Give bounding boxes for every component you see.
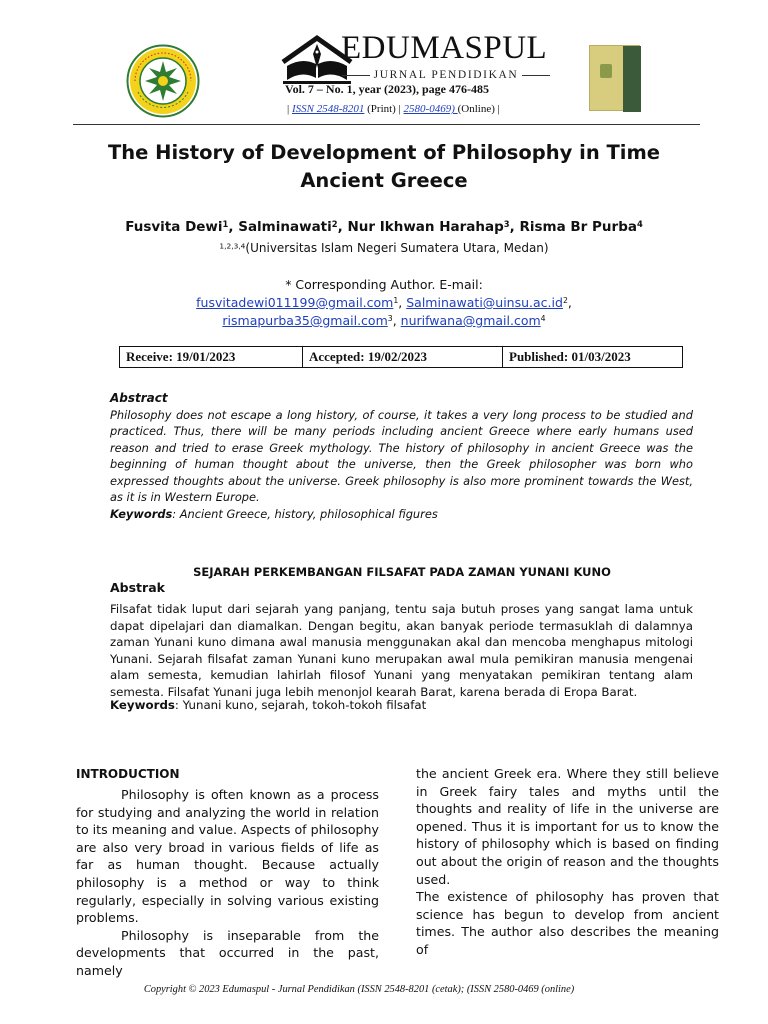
keywords-list: : Yunani kuno, sejarah, tokoh-tokoh filsafat <box>174 698 427 712</box>
email-line <box>80 313 688 328</box>
title-line-1: The History of Development of Philosophy in Time <box>107 141 661 164</box>
issn-print-suffix: (Print) | <box>364 103 404 115</box>
author-name: Fusvita Dewi <box>125 219 223 235</box>
author-name: Salminawati <box>238 219 332 235</box>
author-email-link[interactable]: rismapurba35@gmail.com <box>222 313 388 328</box>
email-separator: , <box>392 313 401 328</box>
abstrak-heading: Abstrak <box>110 580 165 595</box>
issn-print-link[interactable]: ISSN 2548-8201 <box>291 103 365 115</box>
author-mark: 1 <box>222 218 229 229</box>
author-name: Nur Ikhwan Harahap <box>347 219 504 235</box>
issn-prefix: | <box>287 103 292 115</box>
issn-line <box>287 103 500 115</box>
issn-online-link[interactable]: 2580-0469) <box>403 103 458 115</box>
body-paragraph: Philosophy is often known as a process for studying and analyzing the world in relation to its meaning and value. Aspects of philosophy are also very broad in various fields of life as far as human thought. Because actually philosophy is a method or way to think regularly, especially in solving various existing problems. <box>76 787 379 926</box>
author-list <box>80 219 688 235</box>
accepted-date: Accepted: 19/02/2023 <box>303 347 503 367</box>
introduction-heading: INTRODUCTION <box>76 767 180 781</box>
university-logo <box>126 44 200 118</box>
journal-name: EDUMASPUL <box>341 30 548 66</box>
affiliation-marks: 1,2,3,4 <box>219 241 246 251</box>
author-email-link[interactable]: Salminawati@uinsu.ac.id <box>406 295 563 310</box>
author-separator: , <box>337 219 348 235</box>
keywords-list: : Ancient Greece, history, philosophical figures <box>172 507 438 521</box>
receive-date: Receive: 19/01/2023 <box>120 347 303 367</box>
journal-subtitle-row <box>342 67 550 83</box>
email-mark: 2 <box>562 296 568 306</box>
affiliation-text: (Universitas Islam Negeri Sumatera Utara, Medan) <box>245 241 549 255</box>
keywords-label: Keywords <box>110 507 173 521</box>
author-mark: 2 <box>331 218 338 229</box>
abstrak-text: Filsafat tidak luput dari sejarah yang panjang, tentu saja butuh proses yang sangat lama untuk dapat dipelajari dan diamalkan. Dengan begitu, akan banyak periode termasuklah di dalamnya zaman Yunani kuno dimana awal manusia menggunakan akal dan mencoba menghapus mitologi Yunani. Sejarah filsafat zaman Yunani kuno merupakan awal mula pemikiran manusia mengenai alam semesta, kemudian lahirlah filosof Yunani yang menyatakan pemikiran tentang alam semesta. Filsafat Yunani juga lebih menonjol kearah Barat, karena berada di Eropa Barat. <box>110 602 693 699</box>
email-line <box>80 295 688 310</box>
abstract-text: Philosophy does not escape a long history, of course, it takes a very long process to be studied and practiced. Thus, there will be many periods including ancient Greece where early humans used reason and tried to erase Greek mythology. The history of philosophy in ancient Greece was the beginning of human thought about the universe, then the Greek philosopher was born who expressed thoughts about the universe. Greek philosophy is also more prominent towards the West, as it is in Western Europe. <box>110 408 693 505</box>
email-separator: , <box>567 295 572 310</box>
copyright-footer: Copyright © 2023 Edumaspul - Jurnal Pendidikan (ISSN 2548-8201 (cetak); (ISSN 2580-0469 (online) <box>143 984 575 995</box>
body-column-left <box>76 786 379 980</box>
author-name: Risma Br Purba <box>519 219 637 235</box>
email-separator: , <box>398 295 407 310</box>
author-mark: 3 <box>503 218 510 229</box>
keywords-en <box>110 507 438 521</box>
author-email-link[interactable]: nurifwana@gmail.com <box>400 313 541 328</box>
corresponding-author-label: * Corresponding Author. E-mail: <box>285 277 483 292</box>
header-divider <box>73 124 700 125</box>
paper-title <box>80 139 688 195</box>
email-mark: 1 <box>393 296 399 306</box>
indonesian-title: SEJARAH PERKEMBANGAN FILSAFAT PADA ZAMAN YUNANI KUNO <box>193 565 611 579</box>
title-line-2: Ancient Greece <box>300 169 468 192</box>
volume-line: Vol. 7 – No. 1, year (2023), page 476-485 <box>285 82 489 96</box>
subtitle-rule-right <box>522 75 550 76</box>
body-column-right <box>416 765 719 959</box>
email-mark: 3 <box>387 314 393 324</box>
cover-band <box>623 46 641 112</box>
body-paragraph: The existence of philosophy has proven that science has begun to develop from ancient times. The author also describes the meaning of <box>416 889 719 957</box>
keywords-label: Keywords <box>110 698 175 712</box>
author-email-link[interactable]: fusvitadewi011199@gmail.com <box>196 295 394 310</box>
journal-subtitle: JURNAL PENDIDIKAN <box>373 69 519 81</box>
affiliation <box>80 241 688 255</box>
author-mark: 4 <box>636 218 643 229</box>
keywords-id <box>110 698 426 712</box>
issn-online-suffix: (Online) | <box>457 103 500 115</box>
body-paragraph: Philosophy is inseparable from the developments that occurred in the past, namely <box>76 927 379 978</box>
email-mark: 4 <box>540 314 546 324</box>
dates-table <box>119 346 683 368</box>
journal-cover-thumbnail <box>589 45 640 111</box>
cover-emblem <box>600 64 612 78</box>
author-separator: , <box>228 219 239 235</box>
published-date: Published: 01/03/2023 <box>509 349 631 364</box>
author-separator: , <box>509 219 520 235</box>
abstract-heading: Abstract <box>110 391 168 405</box>
body-paragraph: the ancient Greek era. Where they still believe in Greek fairy tales and myths until the thoughts and reality of life in the universe are opened. Thus it is important for us to know the history of philosophy which is based on finding out about the origin of reason and the thoughts used. <box>416 766 719 887</box>
subtitle-rule-left <box>342 75 370 76</box>
